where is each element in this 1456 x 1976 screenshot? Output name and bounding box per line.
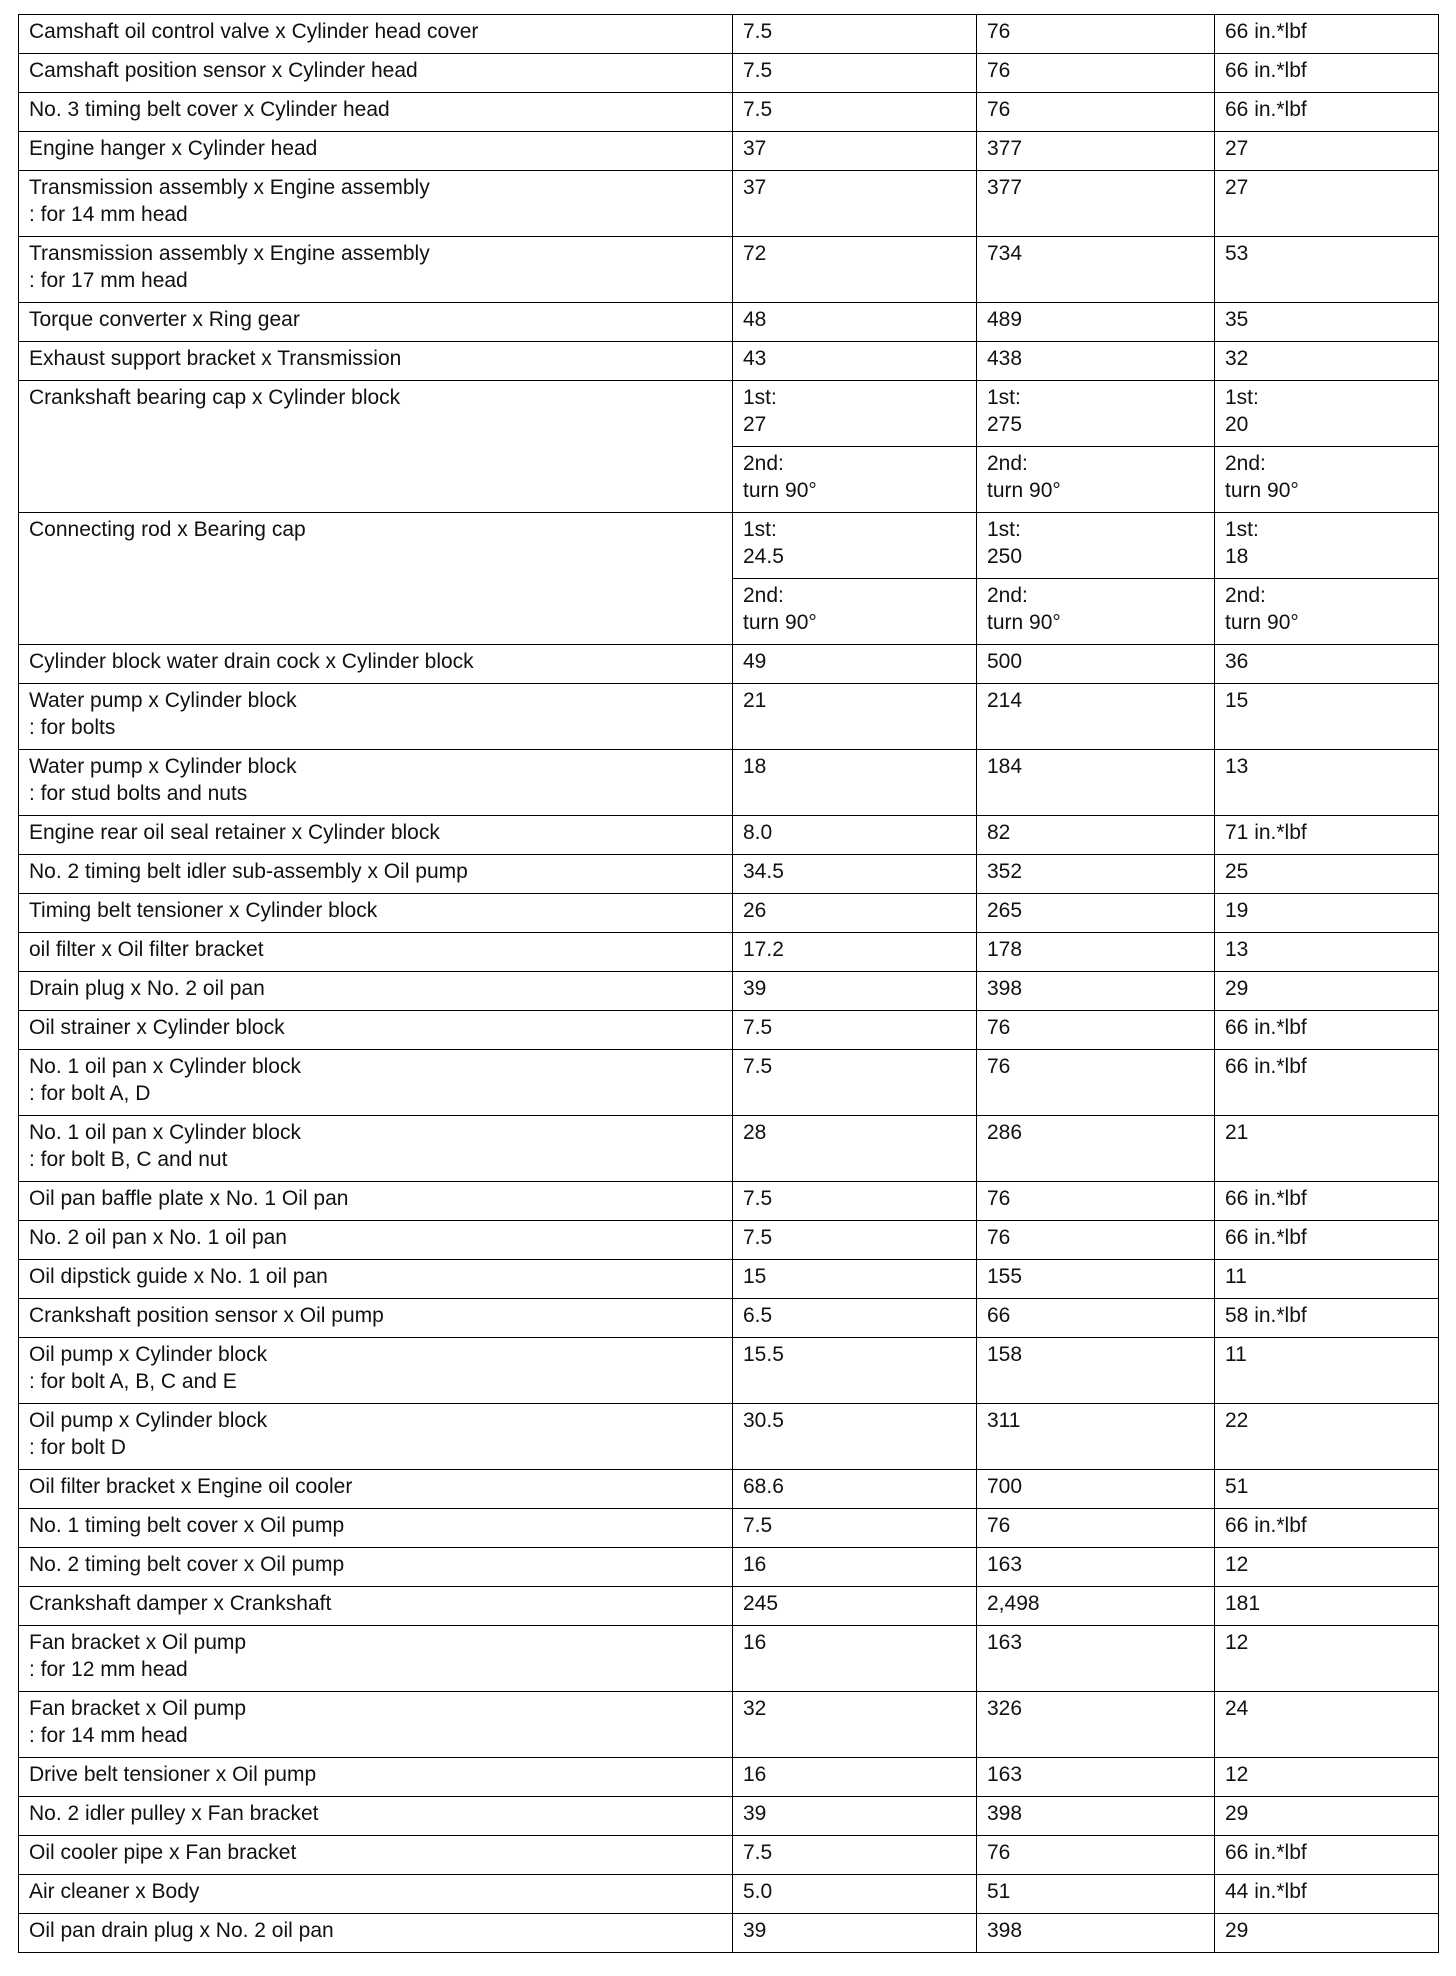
- torque-nm-cell: 7.5: [733, 54, 977, 93]
- table-row: [19, 1011, 1439, 1050]
- torque-kgfcm-cell: 76: [977, 93, 1215, 132]
- part-name: oil filter x Oil filter bracket: [29, 938, 264, 961]
- part-name: No. 1 oil pan x Cylinder block: [29, 1121, 301, 1144]
- torque-kgfcm-cell: 326: [977, 1692, 1215, 1758]
- part-name: No. 2 oil pan x No. 1 oil pan: [29, 1226, 287, 1249]
- torque-nm-cell: 48: [733, 303, 977, 342]
- part-name: Oil cooler pipe x Fan bracket: [29, 1841, 297, 1864]
- torque-nm-cell: 68.6: [733, 1470, 977, 1509]
- part-name-cell: [19, 1338, 733, 1404]
- part-name-cell: [19, 684, 733, 750]
- part-name-cell: [19, 1587, 733, 1626]
- torque-kgfcm-cell: 377: [977, 132, 1215, 171]
- step-label: 1st:: [987, 386, 1021, 409]
- part-note: : for bolt D: [29, 1436, 126, 1459]
- step-label: 2nd:: [743, 584, 784, 607]
- torque-nm-cell: 15.5: [733, 1338, 977, 1404]
- torque-kgfcm-cell: [977, 513, 1215, 579]
- torque-nm-cell: 7.5: [733, 1050, 977, 1116]
- table-row: [19, 1470, 1439, 1509]
- torque-nm-cell: 7.5: [733, 1221, 977, 1260]
- part-name-cell: [19, 15, 733, 54]
- step-label: 2nd:: [1225, 584, 1266, 607]
- part-name-cell: [19, 1875, 733, 1914]
- part-name-cell: [19, 1299, 733, 1338]
- part-name-cell: [19, 171, 733, 237]
- part-name: Camshaft position sensor x Cylinder head: [29, 59, 418, 82]
- torque-ftlbf-cell: 13: [1215, 750, 1439, 816]
- part-name: No. 3 timing belt cover x Cylinder head: [29, 98, 390, 121]
- torque-kgfcm-cell: 352: [977, 855, 1215, 894]
- part-name-cell: [19, 1470, 733, 1509]
- torque-kgfcm-cell: 377: [977, 171, 1215, 237]
- part-name-cell: [19, 816, 733, 855]
- table-row: [19, 855, 1439, 894]
- table-row: [19, 342, 1439, 381]
- torque-ftlbf-cell: 12: [1215, 1758, 1439, 1797]
- torque-ftlbf-cell: 66 in.*lbf: [1215, 93, 1439, 132]
- torque-nm-cell: 49: [733, 645, 977, 684]
- torque-nm-cell: 245: [733, 1587, 977, 1626]
- torque-nm-cell: 21: [733, 684, 977, 750]
- torque-ftlbf-cell: [1215, 447, 1439, 513]
- part-name-cell: [19, 1758, 733, 1797]
- table-row: [19, 1548, 1439, 1587]
- torque-kgfcm-cell: [977, 381, 1215, 447]
- part-name: No. 1 timing belt cover x Oil pump: [29, 1514, 345, 1537]
- part-name-cell: [19, 1509, 733, 1548]
- part-name: Water pump x Cylinder block: [29, 689, 297, 712]
- part-name: Oil strainer x Cylinder block: [29, 1016, 285, 1039]
- torque-kgfcm-cell: 734: [977, 237, 1215, 303]
- torque-kgfcm-cell: 2,498: [977, 1587, 1215, 1626]
- part-name: Crankshaft position sensor x Oil pump: [29, 1304, 384, 1327]
- torque-kgfcm-cell: 286: [977, 1116, 1215, 1182]
- table-row: [19, 1626, 1439, 1692]
- torque-kgfcm-cell: 398: [977, 1914, 1215, 1953]
- part-name-cell: [19, 54, 733, 93]
- part-name-cell: [19, 894, 733, 933]
- torque-ftlbf-cell: 27: [1215, 132, 1439, 171]
- torque-ftlbf-cell: 29: [1215, 972, 1439, 1011]
- part-name: Fan bracket x Oil pump: [29, 1631, 247, 1654]
- torque-kgfcm-cell: [977, 447, 1215, 513]
- torque-nm-cell: 16: [733, 1758, 977, 1797]
- torque-ftlbf-cell: 13: [1215, 933, 1439, 972]
- torque-ftlbf-cell: 58 in.*lbf: [1215, 1299, 1439, 1338]
- torque-kgfcm-cell: 51: [977, 1875, 1215, 1914]
- table-row: [19, 1758, 1439, 1797]
- part-note: : for 17 mm head: [29, 269, 188, 292]
- part-name-cell: [19, 132, 733, 171]
- torque-nm-cell: [733, 447, 977, 513]
- torque-ftlbf-cell: 35: [1215, 303, 1439, 342]
- table-row: [19, 894, 1439, 933]
- table-row: [19, 750, 1439, 816]
- table-row: [19, 1509, 1439, 1548]
- part-name: Oil pan drain plug x No. 2 oil pan: [29, 1919, 334, 1942]
- part-name-cell: [19, 1692, 733, 1758]
- step-value: 250: [987, 545, 1023, 568]
- table-row: [19, 933, 1439, 972]
- torque-ftlbf-cell: 15: [1215, 684, 1439, 750]
- torque-kgfcm-cell: 265: [977, 894, 1215, 933]
- step-value: 18: [1225, 545, 1249, 568]
- part-name: Camshaft oil control valve x Cylinder head cover: [29, 20, 479, 43]
- part-name-cell: [19, 1836, 733, 1875]
- table-row: [19, 1875, 1439, 1914]
- torque-nm-cell: 37: [733, 171, 977, 237]
- step-label: 1st:: [1225, 518, 1259, 541]
- part-name-cell: [19, 1404, 733, 1470]
- torque-kgfcm-cell: 66: [977, 1299, 1215, 1338]
- torque-kgfcm-cell: 489: [977, 303, 1215, 342]
- torque-ftlbf-cell: 12: [1215, 1548, 1439, 1587]
- torque-nm-cell: 6.5: [733, 1299, 977, 1338]
- torque-ftlbf-cell: 71 in.*lbf: [1215, 816, 1439, 855]
- part-name-cell: [19, 1548, 733, 1587]
- table-row: [19, 1914, 1439, 1953]
- torque-nm-cell: 5.0: [733, 1875, 977, 1914]
- torque-kgfcm-cell: 163: [977, 1758, 1215, 1797]
- step-value: turn 90°: [743, 611, 817, 634]
- part-note: : for stud bolts and nuts: [29, 782, 248, 805]
- torque-ftlbf-cell: [1215, 381, 1439, 447]
- part-name: Drain plug x No. 2 oil pan: [29, 977, 265, 1000]
- torque-ftlbf-cell: 32: [1215, 342, 1439, 381]
- step-label: 1st:: [987, 518, 1021, 541]
- step-label: 2nd:: [1225, 452, 1266, 475]
- torque-kgfcm-cell: [977, 579, 1215, 645]
- torque-ftlbf-cell: 11: [1215, 1260, 1439, 1299]
- part-name-cell: [19, 1914, 733, 1953]
- part-name-cell: [19, 513, 733, 645]
- torque-nm-cell: 30.5: [733, 1404, 977, 1470]
- torque-ftlbf-cell: 27: [1215, 171, 1439, 237]
- table-row: [19, 645, 1439, 684]
- part-name-cell: [19, 855, 733, 894]
- part-name: Transmission assembly x Engine assembly: [29, 176, 430, 199]
- torque-kgfcm-cell: 438: [977, 342, 1215, 381]
- torque-nm-cell: 39: [733, 1797, 977, 1836]
- torque-nm-cell: 28: [733, 1116, 977, 1182]
- torque-nm-cell: 72: [733, 237, 977, 303]
- torque-ftlbf-cell: 66 in.*lbf: [1215, 1011, 1439, 1050]
- part-name: Timing belt tensioner x Cylinder block: [29, 899, 378, 922]
- part-name: Drive belt tensioner x Oil pump: [29, 1763, 317, 1786]
- step-value: turn 90°: [1225, 611, 1299, 634]
- part-name-cell: [19, 750, 733, 816]
- part-name: No. 1 oil pan x Cylinder block: [29, 1055, 301, 1078]
- torque-ftlbf-cell: 36: [1215, 645, 1439, 684]
- torque-kgfcm-cell: 398: [977, 1797, 1215, 1836]
- step-label: 2nd:: [743, 452, 784, 475]
- torque-nm-cell: 7.5: [733, 93, 977, 132]
- torque-nm-cell: [733, 579, 977, 645]
- part-name-cell: [19, 972, 733, 1011]
- step-value: turn 90°: [987, 479, 1061, 502]
- part-note: : for 14 mm head: [29, 1724, 188, 1747]
- table-row: [19, 1299, 1439, 1338]
- torque-ftlbf-cell: 66 in.*lbf: [1215, 54, 1439, 93]
- part-name-cell: [19, 1626, 733, 1692]
- torque-nm-cell: 39: [733, 1914, 977, 1953]
- table-row: [19, 1338, 1439, 1404]
- part-name-cell: [19, 1050, 733, 1116]
- step-value: turn 90°: [987, 611, 1061, 634]
- torque-kgfcm-cell: 155: [977, 1260, 1215, 1299]
- torque-ftlbf-cell: 24: [1215, 1692, 1439, 1758]
- torque-ftlbf-cell: 29: [1215, 1797, 1439, 1836]
- torque-ftlbf-cell: 66 in.*lbf: [1215, 15, 1439, 54]
- torque-kgfcm-cell: 163: [977, 1548, 1215, 1587]
- torque-kgfcm-cell: 76: [977, 1836, 1215, 1875]
- torque-nm-cell: 7.5: [733, 1182, 977, 1221]
- part-name: Exhaust support bracket x Transmission: [29, 347, 402, 370]
- torque-nm-cell: 26: [733, 894, 977, 933]
- torque-ftlbf-cell: 66 in.*lbf: [1215, 1509, 1439, 1548]
- table-row: [19, 1116, 1439, 1182]
- table-row: [19, 381, 1439, 447]
- part-note: : for bolt B, C and nut: [29, 1148, 228, 1171]
- table-row: [19, 1182, 1439, 1221]
- part-name: Cylinder block water drain cock x Cylinder block: [29, 650, 474, 673]
- torque-nm-cell: 17.2: [733, 933, 977, 972]
- torque-nm-cell: 34.5: [733, 855, 977, 894]
- step-value: 275: [987, 413, 1023, 436]
- part-name: Oil filter bracket x Engine oil cooler: [29, 1475, 353, 1498]
- part-name-cell: [19, 645, 733, 684]
- torque-ftlbf-cell: 21: [1215, 1116, 1439, 1182]
- torque-ftlbf-cell: [1215, 513, 1439, 579]
- torque-kgfcm-cell: 214: [977, 684, 1215, 750]
- part-name-cell: [19, 1182, 733, 1221]
- table-row: [19, 237, 1439, 303]
- part-name: Connecting rod x Bearing cap: [29, 518, 306, 541]
- torque-ftlbf-cell: 66 in.*lbf: [1215, 1050, 1439, 1116]
- torque-nm-cell: 7.5: [733, 1011, 977, 1050]
- table-row: [19, 1050, 1439, 1116]
- torque-kgfcm-cell: 700: [977, 1470, 1215, 1509]
- table-row: [19, 303, 1439, 342]
- part-name-cell: [19, 1260, 733, 1299]
- torque-nm-cell: 8.0: [733, 816, 977, 855]
- step-value: 27: [743, 413, 767, 436]
- step-value: 20: [1225, 413, 1249, 436]
- part-name: Transmission assembly x Engine assembly: [29, 242, 430, 265]
- step-label: 1st:: [1225, 386, 1259, 409]
- torque-nm-cell: 7.5: [733, 1836, 977, 1875]
- torque-nm-cell: 39: [733, 972, 977, 1011]
- part-name: No. 2 timing belt cover x Oil pump: [29, 1553, 345, 1576]
- step-label: 2nd:: [987, 584, 1028, 607]
- table-row: [19, 972, 1439, 1011]
- torque-nm-cell: 7.5: [733, 15, 977, 54]
- part-name-cell: [19, 1221, 733, 1260]
- table-row: [19, 54, 1439, 93]
- part-name: Fan bracket x Oil pump: [29, 1697, 247, 1720]
- torque-kgfcm-cell: 82: [977, 816, 1215, 855]
- torque-nm-cell: [733, 381, 977, 447]
- part-name-cell: [19, 1011, 733, 1050]
- part-name: Air cleaner x Body: [29, 1880, 200, 1903]
- torque-spec-table: [18, 14, 1439, 1953]
- torque-nm-cell: 18: [733, 750, 977, 816]
- part-name-cell: [19, 933, 733, 972]
- table-row: [19, 15, 1439, 54]
- torque-kgfcm-cell: 311: [977, 1404, 1215, 1470]
- torque-ftlbf-cell: 44 in.*lbf: [1215, 1875, 1439, 1914]
- part-name-cell: [19, 342, 733, 381]
- step-value: turn 90°: [743, 479, 817, 502]
- part-note: : for bolts: [29, 716, 116, 739]
- torque-ftlbf-cell: 29: [1215, 1914, 1439, 1953]
- step-label: 2nd:: [987, 452, 1028, 475]
- part-name: Engine rear oil seal retainer x Cylinder block: [29, 821, 440, 844]
- torque-kgfcm-cell: 76: [977, 1011, 1215, 1050]
- torque-kgfcm-cell: 500: [977, 645, 1215, 684]
- part-name-cell: [19, 1797, 733, 1836]
- torque-nm-cell: 37: [733, 132, 977, 171]
- torque-ftlbf-cell: 66 in.*lbf: [1215, 1221, 1439, 1260]
- part-name: No. 2 timing belt idler sub-assembly x Oil pump: [29, 860, 468, 883]
- torque-kgfcm-cell: 76: [977, 1182, 1215, 1221]
- table-row: [19, 1404, 1439, 1470]
- torque-kgfcm-cell: 158: [977, 1338, 1215, 1404]
- table-row: [19, 1260, 1439, 1299]
- torque-kgfcm-cell: 76: [977, 1509, 1215, 1548]
- torque-nm-cell: [733, 513, 977, 579]
- part-name-cell: [19, 303, 733, 342]
- table-row: [19, 1836, 1439, 1875]
- part-name-cell: [19, 381, 733, 513]
- torque-kgfcm-cell: 163: [977, 1626, 1215, 1692]
- torque-ftlbf-cell: 66 in.*lbf: [1215, 1182, 1439, 1221]
- table-row: [19, 1221, 1439, 1260]
- table-row: [19, 684, 1439, 750]
- part-name: Engine hanger x Cylinder head: [29, 137, 318, 160]
- part-name: Torque converter x Ring gear: [29, 308, 300, 331]
- part-name: Oil pump x Cylinder block: [29, 1409, 268, 1432]
- part-name: No. 2 idler pulley x Fan bracket: [29, 1802, 319, 1825]
- table-row: [19, 513, 1439, 579]
- part-name-cell: [19, 1116, 733, 1182]
- part-name: Crankshaft damper x Crankshaft: [29, 1592, 332, 1615]
- torque-ftlbf-cell: 66 in.*lbf: [1215, 1836, 1439, 1875]
- torque-kgfcm-cell: 76: [977, 1050, 1215, 1116]
- part-note: : for 12 mm head: [29, 1658, 188, 1681]
- table-row: [19, 93, 1439, 132]
- torque-nm-cell: 7.5: [733, 1509, 977, 1548]
- torque-kgfcm-cell: 76: [977, 1221, 1215, 1260]
- torque-ftlbf-cell: 12: [1215, 1626, 1439, 1692]
- torque-ftlbf-cell: 53: [1215, 237, 1439, 303]
- table-row: [19, 1797, 1439, 1836]
- torque-kgfcm-cell: 184: [977, 750, 1215, 816]
- torque-nm-cell: 15: [733, 1260, 977, 1299]
- torque-spec-page: [18, 14, 1438, 1953]
- torque-ftlbf-cell: [1215, 579, 1439, 645]
- torque-ftlbf-cell: 51: [1215, 1470, 1439, 1509]
- table-row: [19, 132, 1439, 171]
- torque-kgfcm-cell: 76: [977, 54, 1215, 93]
- step-value: turn 90°: [1225, 479, 1299, 502]
- torque-nm-cell: 16: [733, 1548, 977, 1587]
- table-row: [19, 1587, 1439, 1626]
- part-note: : for 14 mm head: [29, 203, 188, 226]
- part-name: Oil dipstick guide x No. 1 oil pan: [29, 1265, 328, 1288]
- part-name: Crankshaft bearing cap x Cylinder block: [29, 386, 401, 409]
- part-name: Water pump x Cylinder block: [29, 755, 297, 778]
- torque-ftlbf-cell: 22: [1215, 1404, 1439, 1470]
- table-row: [19, 816, 1439, 855]
- part-name-cell: [19, 237, 733, 303]
- torque-ftlbf-cell: 11: [1215, 1338, 1439, 1404]
- torque-kgfcm-cell: 398: [977, 972, 1215, 1011]
- part-name-cell: [19, 93, 733, 132]
- torque-nm-cell: 32: [733, 1692, 977, 1758]
- step-label: 1st:: [743, 518, 777, 541]
- torque-kgfcm-cell: 76: [977, 15, 1215, 54]
- torque-kgfcm-cell: 178: [977, 933, 1215, 972]
- torque-ftlbf-cell: 181: [1215, 1587, 1439, 1626]
- step-label: 1st:: [743, 386, 777, 409]
- table-row: [19, 1692, 1439, 1758]
- torque-nm-cell: 43: [733, 342, 977, 381]
- torque-nm-cell: 16: [733, 1626, 977, 1692]
- table-row: [19, 171, 1439, 237]
- part-name: Oil pump x Cylinder block: [29, 1343, 268, 1366]
- part-note: : for bolt A, D: [29, 1082, 151, 1105]
- step-value: 24.5: [743, 545, 784, 568]
- torque-ftlbf-cell: 19: [1215, 894, 1439, 933]
- part-note: : for bolt A, B, C and E: [29, 1370, 237, 1393]
- torque-ftlbf-cell: 25: [1215, 855, 1439, 894]
- part-name: Oil pan baffle plate x No. 1 Oil pan: [29, 1187, 349, 1210]
